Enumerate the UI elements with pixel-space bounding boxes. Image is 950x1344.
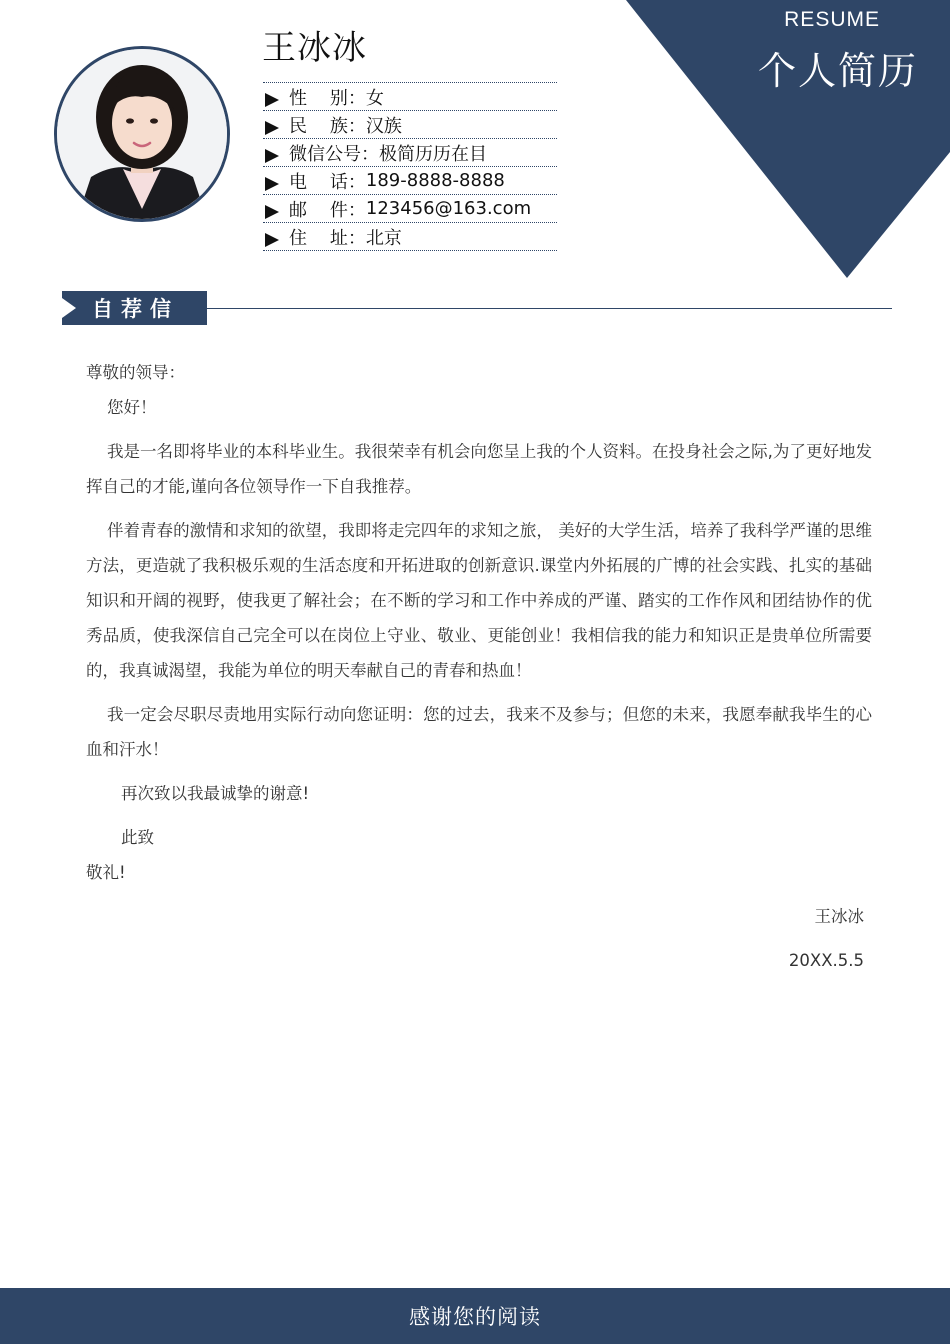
info-row-address: [263, 222, 557, 251]
letter-greeting: 您好！: [107, 398, 157, 417]
resume-chinese-title: 个人简历: [757, 49, 918, 93]
personal-info-list: [263, 82, 557, 251]
footer-text: 感谢您的阅读: [409, 1305, 541, 1329]
letter-paragraph-2: 伴着青春的激情和求知的欲望，我即将走完四年的求知之旅， 美好的大学生活，培养了我科学严谨的思维方法，更造就了我积极乐观的生活态度和开拓进取的创新意识.课堂内外拓展的广博的社会实践、扎实的基础知识和开阔的视野，使我更了解社会；在不断的学习和工作中养成的严谨、踏实的工作作风和团结协作的优秀品质，使我深信自己完全可以在岗位上守业、敬业、更能创业！我相信我的能力和知识正是贵单位所需要的，我真诚渴望，我能为单位的明天奉献自己的青春和热血！: [86, 521, 872, 680]
info-value: 123456@163.com: [365, 198, 532, 219]
info-value: 极简历历在目: [379, 143, 487, 165]
candidate-name: 王冰冰: [262, 28, 367, 68]
info-label: 性 别：: [289, 87, 366, 109]
info-value: 汉族: [365, 115, 402, 137]
info-value: 189-8888-8888: [365, 170, 505, 191]
info-label: 微信公号：: [289, 143, 379, 165]
letter-paragraph-1: 我是一名即将毕业的本科毕业生。我很荣幸有机会向您呈上我的个人资料。在投身社会之际,为了更好地发挥自己的才能,谨向各位领导作一下自我推荐。: [86, 442, 872, 496]
info-row-gender: [263, 82, 557, 110]
info-row-phone: [263, 166, 557, 194]
info-row-email: [263, 194, 557, 222]
letter-paragraph-3: 我一定会尽职尽责地用实际行动向您证明：您的过去，我来不及参与；但您的未来，我愿奉献我毕生的心血和汗水！: [86, 705, 872, 759]
triangle-bullet-icon: [263, 227, 289, 254]
letter-signature: 王冰冰: [814, 907, 864, 926]
letter-salutation: 尊敬的领导：: [86, 363, 185, 382]
section-title: 自荐信: [92, 297, 179, 321]
info-label: 电 话：: [289, 171, 366, 193]
footer-banner: [0, 1288, 950, 1344]
info-label: 民 族：: [289, 115, 366, 137]
portrait-image: [57, 49, 227, 219]
letter-closing-2: 敬礼!: [86, 863, 126, 882]
letter-date: 20XX.5.5: [788, 951, 864, 970]
cover-letter-body: [86, 355, 872, 987]
info-label: 邮 件：: [289, 199, 366, 221]
info-value: 女: [365, 87, 384, 109]
letter-closing-1: 此致: [121, 828, 154, 847]
info-row-wechat: [263, 138, 557, 166]
avatar: [54, 46, 230, 222]
section-divider: [207, 308, 892, 309]
info-label: 住 址：: [289, 227, 366, 249]
section-arrow-icon: [62, 291, 82, 325]
info-value: 北京: [365, 227, 402, 249]
resume-english-label: RESUME: [784, 8, 880, 31]
info-row-ethnicity: [263, 110, 557, 138]
section-header-cover-letter: [62, 291, 892, 325]
letter-thanks: 再次致以我最诚挚的谢意!: [121, 784, 310, 803]
